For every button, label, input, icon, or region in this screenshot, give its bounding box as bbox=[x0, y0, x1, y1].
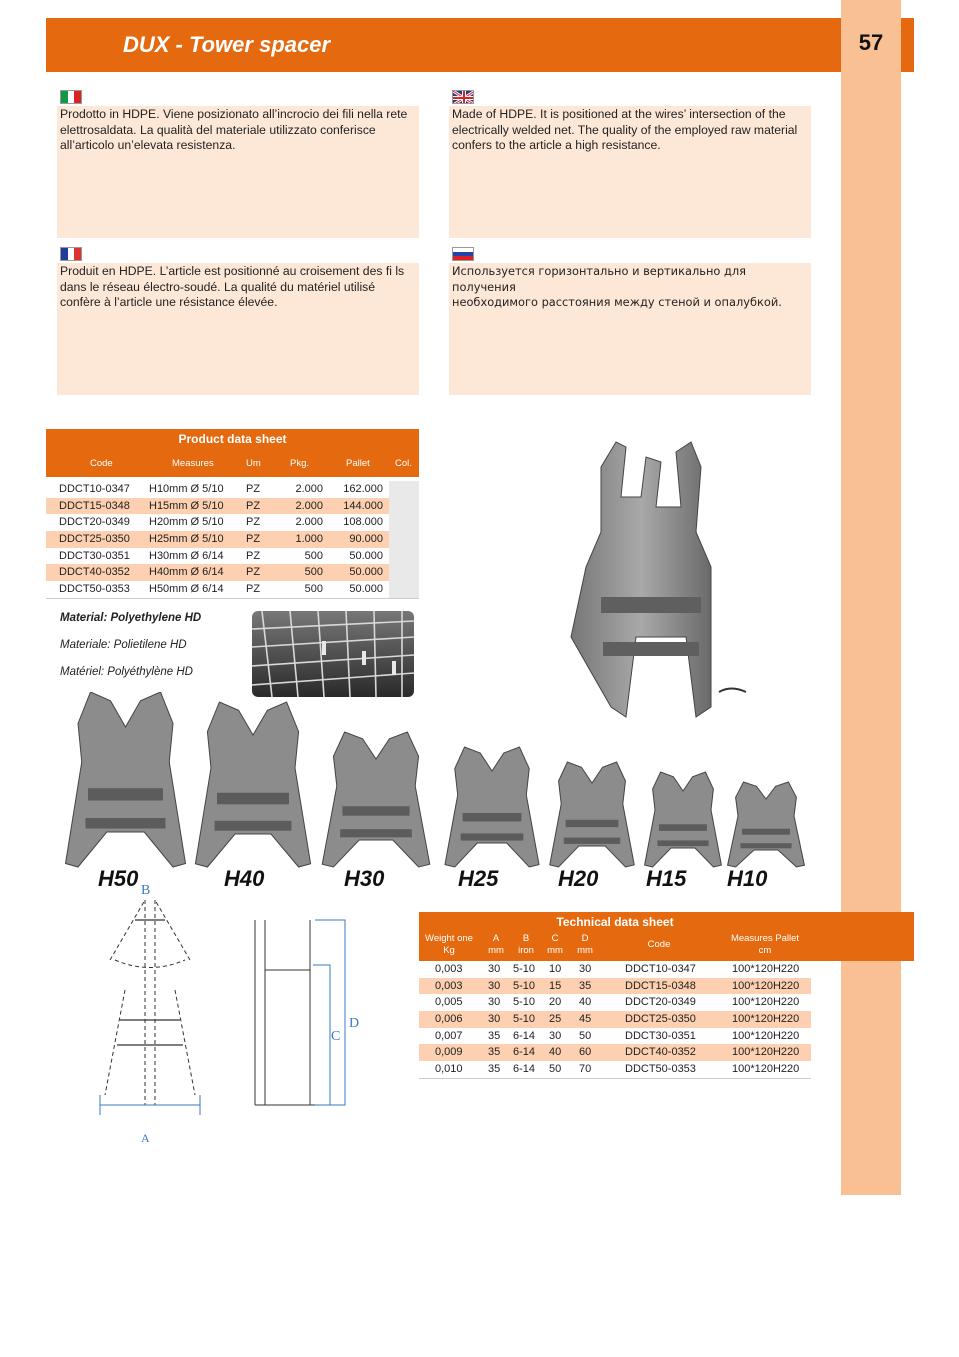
description-french bbox=[57, 263, 419, 395]
table-cell: 100*120H220 bbox=[732, 1013, 800, 1026]
text-line: elettrosaldata. La qualità del materiale utilizzato conferisce bbox=[60, 122, 376, 137]
table-cell: PZ bbox=[246, 583, 261, 596]
material-english: Material: Polyethylene HD bbox=[60, 612, 202, 624]
side-strip bbox=[841, 0, 901, 1195]
spacer-photo bbox=[728, 782, 805, 867]
text-line: Prodotto in HDPE. Viene posizionato all’incrocio dei fili nella rete bbox=[60, 107, 408, 121]
france-flag-icon bbox=[60, 247, 82, 261]
page-number: 57 bbox=[858, 30, 884, 55]
table-cell: 5-10 bbox=[513, 1013, 536, 1026]
table-cell: DDCT50-0353 bbox=[625, 1063, 696, 1076]
table-cell: DDCT40-0352 bbox=[59, 566, 130, 579]
table-cell: DDCT40-0352 bbox=[625, 1046, 696, 1059]
table-row bbox=[419, 994, 811, 1011]
table-cell: DDCT50-0353 bbox=[59, 583, 130, 596]
spacer-photo bbox=[645, 772, 722, 867]
table-cell: 0,003 bbox=[435, 963, 463, 975]
table-row bbox=[419, 1061, 811, 1078]
column-header: Pallet bbox=[346, 458, 370, 469]
size-label: H50 bbox=[98, 866, 139, 891]
table-cell: 30 bbox=[488, 996, 501, 1009]
mesh-photo bbox=[252, 611, 414, 697]
tech-sheet-header-extension bbox=[811, 912, 914, 961]
table-cell: 50 bbox=[579, 1029, 592, 1042]
table-cell: 30 bbox=[579, 963, 592, 975]
color-cell bbox=[389, 548, 419, 565]
table-row bbox=[46, 531, 419, 548]
table-cell: DDCT20-0349 bbox=[59, 516, 130, 529]
table-cell: PZ bbox=[246, 566, 261, 579]
product-data-sheet bbox=[46, 429, 419, 599]
table-cell: H25mm Ø 5/10 bbox=[149, 533, 224, 546]
dimension-label-b: B bbox=[141, 883, 151, 898]
column-header-line: cm bbox=[758, 945, 772, 956]
table-cell: 40 bbox=[579, 996, 592, 1009]
table-cell: 10 bbox=[549, 963, 562, 975]
column-header-line: D bbox=[581, 933, 589, 944]
table-cell: DDCT10-0347 bbox=[59, 483, 130, 495]
table-cell: 0,010 bbox=[435, 1063, 463, 1076]
table-cell: 50 bbox=[549, 1063, 562, 1076]
italy-flag-icon bbox=[60, 90, 82, 104]
table-row bbox=[419, 1028, 811, 1045]
table-cell: 30 bbox=[488, 963, 501, 975]
table-cell: H15mm Ø 5/10 bbox=[149, 499, 224, 512]
table-cell: H30mm Ø 6/14 bbox=[149, 549, 224, 562]
size-label: H25 bbox=[458, 866, 499, 891]
size-label: H10 bbox=[727, 866, 768, 891]
spacer-photo bbox=[445, 747, 539, 867]
table-cell: 5-10 bbox=[513, 996, 536, 1009]
table-cell: 35 bbox=[488, 1063, 501, 1076]
table-cell: 108.000 bbox=[343, 516, 383, 529]
uk-flag-icon bbox=[452, 90, 474, 104]
table-cell: 0,009 bbox=[435, 1046, 463, 1059]
table-row bbox=[419, 961, 811, 978]
color-cell bbox=[389, 531, 419, 548]
spacer-photo bbox=[195, 702, 310, 867]
column-header bbox=[719, 933, 811, 957]
table-cell: 90.000 bbox=[349, 533, 383, 546]
table-cell: 100*120H220 bbox=[732, 1046, 800, 1059]
column-header-line: Weight one bbox=[425, 933, 473, 944]
technical-drawing-front bbox=[95, 880, 205, 1145]
table-cell: 30 bbox=[549, 1029, 562, 1042]
text-line: dans le réseau électro-soudé. La qualité du matériel utilisé bbox=[60, 279, 376, 294]
column-header-line: C bbox=[551, 933, 559, 944]
table-cell: 100*120H220 bbox=[732, 1029, 800, 1042]
table-cell: 2.000 bbox=[295, 516, 323, 529]
table-cell: 40 bbox=[549, 1046, 562, 1059]
column-header-line: A bbox=[492, 933, 500, 944]
table-cell: H50mm Ø 6/14 bbox=[149, 583, 224, 596]
table-cell: 100*120H220 bbox=[732, 996, 800, 1009]
table-cell: 2.000 bbox=[295, 483, 323, 495]
dimension-label-d: D bbox=[349, 1016, 360, 1031]
table-cell: H10mm Ø 5/10 bbox=[149, 483, 224, 495]
table-cell: 5-10 bbox=[513, 979, 536, 992]
header-bar bbox=[46, 18, 841, 72]
table-cell: 500 bbox=[304, 549, 323, 562]
table-cell: H20mm Ø 5/10 bbox=[149, 516, 224, 529]
table-cell: DDCT15-0348 bbox=[625, 979, 696, 992]
table-row bbox=[46, 548, 419, 565]
column-header: Code bbox=[90, 458, 113, 469]
size-label: H40 bbox=[224, 866, 265, 891]
table-cell: 2.000 bbox=[295, 499, 323, 512]
text-line: confère à l’article une résistance élevée. bbox=[60, 295, 278, 309]
table-cell: 1.000 bbox=[295, 533, 323, 546]
spacer-photo bbox=[322, 732, 430, 867]
table-row bbox=[46, 581, 419, 598]
table-row bbox=[419, 978, 811, 995]
table-row bbox=[419, 1011, 811, 1028]
table-cell: 0,006 bbox=[435, 1013, 463, 1026]
column-header-line: mm bbox=[577, 945, 593, 956]
color-cell bbox=[389, 581, 419, 598]
table-cell: 50.000 bbox=[349, 566, 383, 579]
table-cell: DDCT25-0350 bbox=[625, 1013, 696, 1026]
table-cell: 100*120H220 bbox=[732, 963, 800, 975]
table-cell: 100*120H220 bbox=[732, 979, 800, 992]
spacer-photo bbox=[550, 762, 634, 867]
table-cell: DDCT30-0351 bbox=[625, 1029, 696, 1042]
table-cell: 162.000 bbox=[343, 483, 383, 495]
technical-drawing-side bbox=[245, 915, 365, 1110]
column-header-line: iron bbox=[518, 945, 534, 956]
size-label: H15 bbox=[646, 866, 687, 891]
table-cell: 30 bbox=[488, 1013, 501, 1026]
table-cell: 20 bbox=[549, 996, 562, 1009]
page-title: DUX - Tower spacer bbox=[123, 32, 331, 57]
table-cell: 0,005 bbox=[435, 996, 463, 1009]
table-cell: PZ bbox=[246, 499, 261, 512]
table-cell: 70 bbox=[579, 1063, 592, 1076]
table-cell: 15 bbox=[549, 979, 562, 992]
product-sheet-header bbox=[46, 429, 419, 477]
color-cell bbox=[389, 564, 419, 581]
table-cell: 60 bbox=[579, 1046, 592, 1059]
table-cell: DDCT25-0350 bbox=[59, 533, 130, 546]
dimension-label-c: C bbox=[331, 1029, 341, 1044]
table-cell: 144.000 bbox=[343, 499, 383, 512]
description-russian bbox=[449, 263, 811, 395]
table-cell: 35 bbox=[488, 1029, 501, 1042]
table-cell: 500 bbox=[304, 566, 323, 579]
spacer-size-photos bbox=[58, 692, 818, 872]
column-header bbox=[604, 939, 714, 951]
material-italian: Materiale: Polietilene HD bbox=[60, 639, 187, 651]
table-cell: H40mm Ø 6/14 bbox=[149, 566, 224, 579]
table-cell: 45 bbox=[579, 1013, 592, 1026]
table-cell: 0,007 bbox=[435, 1029, 463, 1042]
column-header: Um bbox=[246, 458, 261, 469]
table-cell: 6-14 bbox=[513, 1029, 536, 1042]
color-cell bbox=[389, 514, 419, 531]
table-cell: 35 bbox=[488, 1046, 501, 1059]
column-header-line: mm bbox=[547, 945, 563, 956]
table-cell: PZ bbox=[246, 549, 261, 562]
table-cell: PZ bbox=[246, 483, 261, 495]
table-cell: 35 bbox=[579, 979, 592, 992]
text-line: all’articolo un’elevata resistenza. bbox=[60, 138, 236, 152]
table-row bbox=[46, 498, 419, 515]
column-header-line: Measures Pallet bbox=[730, 933, 800, 944]
size-label: H30 bbox=[344, 866, 385, 891]
table-cell: 5-10 bbox=[513, 963, 536, 975]
table-cell: DDCT20-0349 bbox=[625, 996, 696, 1009]
spacer-photo bbox=[66, 692, 186, 867]
table-cell: 30 bbox=[488, 979, 501, 992]
column-header bbox=[570, 933, 600, 957]
table-cell: 6-14 bbox=[513, 1063, 536, 1076]
column-header-line: Kg bbox=[443, 945, 455, 956]
table-cell: 25 bbox=[549, 1013, 562, 1026]
table-cell: PZ bbox=[246, 533, 261, 546]
table-cell: 500 bbox=[304, 583, 323, 596]
color-cell bbox=[389, 498, 419, 515]
color-cell bbox=[389, 481, 419, 498]
column-header: Col. bbox=[395, 458, 412, 469]
table-cell: 50.000 bbox=[349, 583, 383, 596]
table-cell: 6-14 bbox=[513, 1046, 536, 1059]
product-sheet-title: Product data sheet bbox=[178, 432, 287, 446]
description-italian bbox=[57, 106, 419, 238]
technical-data-sheet bbox=[419, 912, 811, 1079]
table-cell: DDCT15-0348 bbox=[59, 499, 130, 512]
tech-sheet-title: Technical data sheet bbox=[556, 915, 674, 929]
column-header: Measures bbox=[172, 458, 214, 469]
text-line: confers to the article a high resistance. bbox=[452, 138, 661, 152]
column-header: Pkg. bbox=[290, 458, 310, 469]
column-header-line: B bbox=[522, 933, 530, 944]
table-row bbox=[46, 514, 419, 531]
material-french: Matériel: Polyéthylène HD bbox=[60, 666, 193, 678]
column-header-line: Code bbox=[647, 939, 671, 950]
table-cell: DDCT30-0351 bbox=[59, 549, 130, 562]
size-label: H20 bbox=[558, 866, 599, 891]
table-row bbox=[46, 564, 419, 581]
table-cell: 50.000 bbox=[349, 549, 383, 562]
table-cell: 100*120H220 bbox=[732, 1063, 800, 1076]
russia-flag-icon bbox=[452, 247, 474, 261]
column-header bbox=[511, 933, 541, 957]
dimension-label-a: A bbox=[141, 1131, 150, 1145]
text-line: Используется горизонтально и вертикально для получения bbox=[452, 264, 746, 294]
column-header bbox=[540, 933, 570, 957]
table-row bbox=[419, 1044, 811, 1061]
table-row bbox=[46, 481, 419, 498]
column-header bbox=[481, 933, 511, 957]
table-cell: PZ bbox=[246, 516, 261, 529]
text-line: необходимого расстояния между стеной и опалубкой. bbox=[452, 295, 782, 309]
text-line: Produit en HDPE. L’article est positionné au croisement des fi ls bbox=[60, 264, 405, 278]
table-cell: 0,003 bbox=[435, 979, 463, 992]
spacer-photo-large bbox=[561, 437, 751, 727]
column-header bbox=[419, 933, 479, 957]
text-line: Made of HDPE. It is positioned at the wires’ intersection of the bbox=[452, 107, 786, 121]
table-cell: DDCT10-0347 bbox=[625, 963, 696, 975]
text-line: electrically welded net. The quality of the employed raw material bbox=[452, 122, 798, 137]
description-english bbox=[449, 106, 811, 238]
header-bar-extension bbox=[901, 18, 914, 72]
column-header-line: mm bbox=[488, 945, 504, 956]
tech-sheet-header bbox=[419, 912, 811, 961]
